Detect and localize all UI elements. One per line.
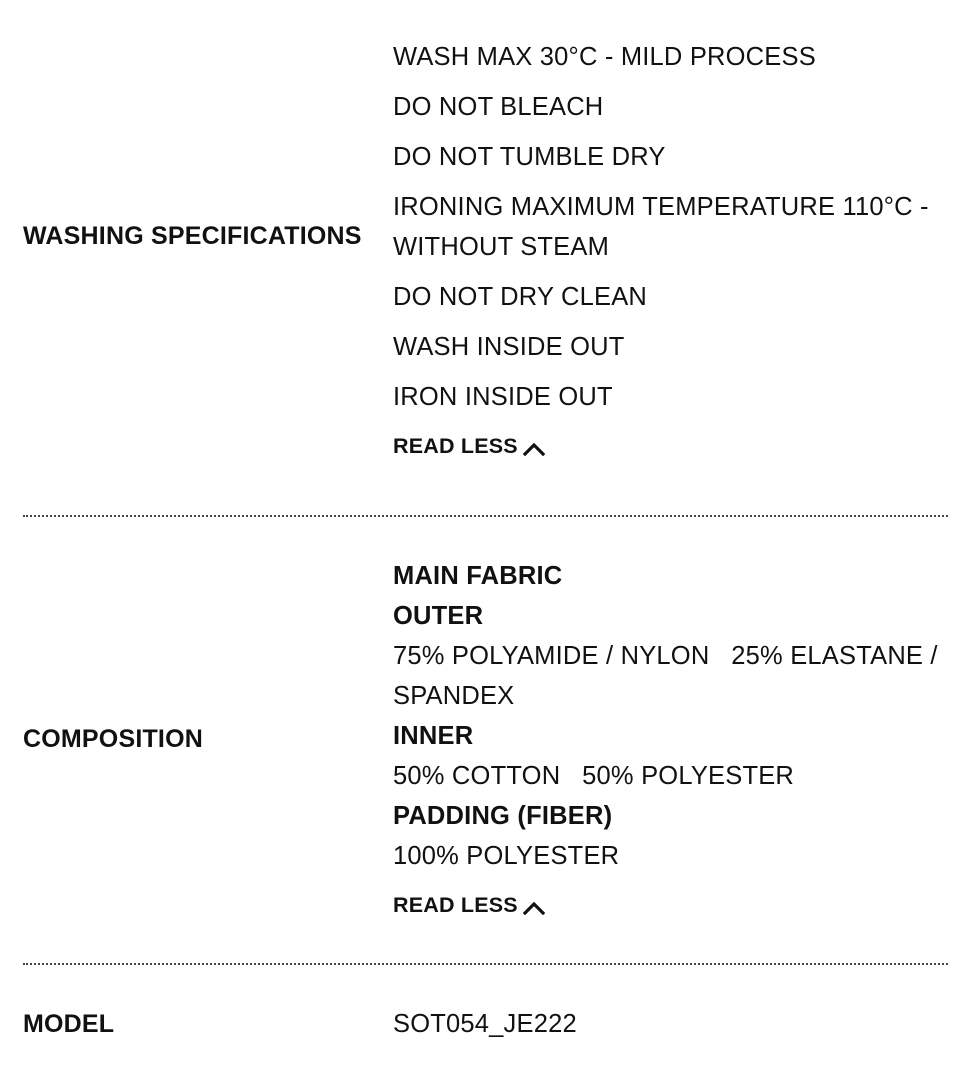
composition-label: COMPOSITION [23, 725, 203, 753]
padding-heading: PADDING (FIBER) [393, 802, 613, 830]
main-fabric-heading: MAIN FABRIC [393, 562, 563, 590]
washing-item: DO NOT TUMBLE DRY [393, 143, 666, 171]
composition-section [23, 517, 948, 964]
model-section [23, 965, 948, 1075]
model-label: MODEL [23, 1010, 115, 1038]
washing-item: IRON INSIDE OUT [393, 383, 613, 411]
washing-list [393, 37, 948, 460]
washing-label: WASHING SPECIFICATIONS [23, 222, 362, 250]
washing-item: WASH MAX 30°C - MILD PROCESS [393, 43, 816, 71]
model-value [393, 1004, 948, 1044]
inner-heading: INNER [393, 722, 474, 750]
outer-value: 75% POLYAMIDE / NYLON 25% ELASTANE / SPANDEX [393, 642, 946, 710]
padding-value: 100% POLYESTER [393, 842, 620, 870]
washing-section [23, 0, 948, 500]
composition-list [393, 556, 948, 919]
composition-read-less-button[interactable] [393, 893, 545, 918]
inner-value: 50% COTTON 50% POLYESTER [393, 762, 795, 790]
read-less-label: READ LESS [393, 893, 518, 917]
outer-heading: OUTER [393, 602, 484, 630]
washing-item: WASH INSIDE OUT [393, 333, 625, 361]
model-code: SOT054_JE222 [393, 1010, 577, 1038]
washing-item: IRONING MAXIMUM TEMPERATURE 110°C - WITHOUT STEAM [393, 193, 929, 261]
chevron-up-icon [523, 901, 545, 915]
washing-read-less-button[interactable] [393, 434, 545, 459]
washing-item: DO NOT DRY CLEAN [393, 283, 648, 311]
chevron-up-icon [523, 442, 545, 456]
washing-item: DO NOT BLEACH [393, 93, 604, 121]
read-less-label: READ LESS [393, 434, 518, 458]
